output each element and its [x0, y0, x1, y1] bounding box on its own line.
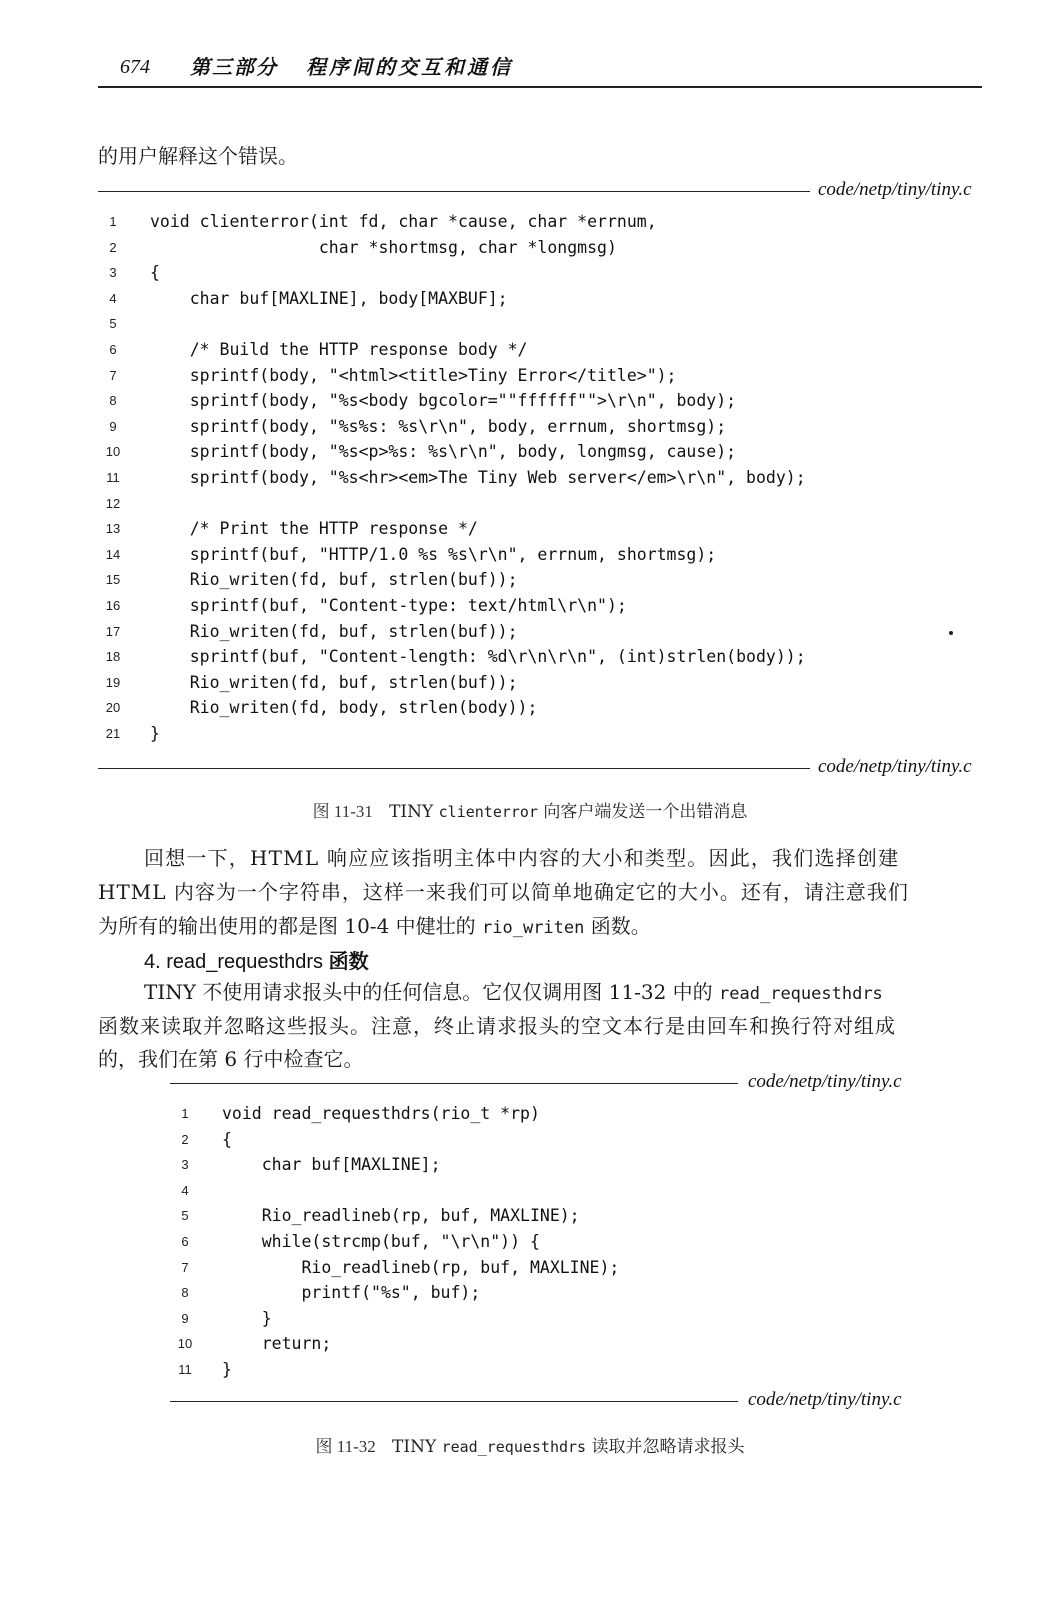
- intro-line: 的用户解释这个错误。: [98, 144, 298, 168]
- stray-mark: [949, 631, 953, 635]
- paragraph-text: TINY 不使用请求报头中的任何信息。它仅仅调用图 11-32 中的: [144, 980, 720, 1004]
- line-number: 12: [105, 495, 121, 511]
- code-text: char *shortmsg, char *longmsg): [150, 237, 617, 257]
- code-line: [98, 619, 982, 644]
- code-text: printf("%s", buf);: [222, 1283, 481, 1303]
- line-number: 10: [105, 444, 121, 460]
- caption-text-pre: TINY: [392, 1437, 442, 1457]
- line-number: 8: [181, 1285, 189, 1301]
- code-line: [170, 1306, 982, 1331]
- code-text: void clienterror(int fd, char *cause, char *errnum,: [150, 212, 657, 231]
- paragraph-line: HTML 内容为一个字符串，这样一来我们可以简单地确定它的大小。还有，请注意我们: [98, 880, 909, 904]
- paragraph-line: [144, 976, 883, 1008]
- code-text: while(strcmp(buf, "\r\n")) {: [222, 1232, 540, 1251]
- code-text: sprintf(buf, "Content-type: text/html\r\n");: [150, 596, 627, 615]
- code-text: char buf[MAXLINE], body[MAXBUF];: [150, 288, 508, 308]
- line-number: 18: [105, 649, 121, 665]
- code-line: [98, 363, 982, 388]
- paragraph-text: 函数。: [584, 914, 651, 938]
- listing1-source-bottom: code/netp/tiny/tiny.c: [818, 756, 972, 777]
- code-line: [98, 439, 982, 464]
- listing2-source-top: code/netp/tiny/tiny.c: [748, 1071, 902, 1092]
- code-line: [98, 644, 982, 669]
- code-line: [170, 1331, 982, 1356]
- figure-caption-11-32: [0, 1432, 1060, 1457]
- code-line: [98, 721, 982, 746]
- caption-text-post: 读取并忽略请求报头: [586, 1437, 745, 1457]
- line-number: 6: [109, 342, 117, 357]
- line-number: 1: [109, 214, 117, 229]
- code-line: [170, 1280, 982, 1305]
- code-text: {: [150, 263, 160, 283]
- line-number: 5: [109, 316, 117, 332]
- line-number: 1: [181, 1106, 189, 1121]
- line-number: 6: [181, 1234, 189, 1249]
- code-line: [98, 670, 982, 695]
- code-text: sprintf(buf, "HTTP/1.0 %s %s\r\n", errnum, shortmsg);: [150, 544, 717, 564]
- line-number: 11: [178, 1362, 192, 1377]
- line-number: 17: [105, 623, 121, 639]
- code-line: [170, 1357, 982, 1382]
- code-line: [98, 209, 982, 234]
- code-text: return;: [222, 1334, 332, 1354]
- caption-code: read_requesthdrs: [441, 1438, 587, 1456]
- line-number: 8: [109, 393, 117, 409]
- inline-code: read_requesthdrs: [719, 984, 883, 1004]
- code-line: [98, 542, 982, 567]
- code-listing-read-requesthdrs: [170, 1101, 982, 1381]
- line-number: 16: [105, 598, 121, 613]
- figure-number: 图 11-32: [315, 1437, 376, 1456]
- chapter-title: 程序间的交互和通信: [306, 55, 513, 79]
- code-text: Rio_writen(fd, body, strlen(body));: [150, 698, 538, 718]
- code-line: [98, 593, 982, 618]
- line-number: 9: [109, 418, 117, 434]
- line-number: 19: [105, 674, 121, 690]
- code-line: [98, 695, 982, 720]
- paragraph-line: 回想一下，HTML 响应应该指明主体中内容的大小和类型。因此，我们选择创建: [144, 846, 900, 870]
- code-line: [98, 414, 982, 439]
- listing1-source-top: code/netp/tiny/tiny.c: [818, 179, 972, 200]
- code-line: [98, 311, 982, 336]
- code-line: [170, 1178, 982, 1203]
- paragraph-line: 的，我们在第 6 行中检查它。: [98, 1047, 364, 1071]
- code-text: char buf[MAXLINE];: [222, 1155, 441, 1175]
- line-number: 2: [109, 239, 117, 255]
- code-text: sprintf(body, "%s%s: %s\r\n", body, errnum, shortmsg);: [150, 416, 727, 436]
- code-line: [98, 235, 982, 260]
- line-number: 7: [109, 367, 117, 383]
- listing2-top-rule: [170, 1083, 738, 1084]
- code-line: [98, 567, 982, 592]
- paragraph-text: 为所有的输出使用的都是图 10-4 中健壮的: [98, 914, 483, 938]
- line-number: 4: [109, 290, 117, 306]
- code-text: sprintf(buf, "Content-length: %d\r\n\r\n", (int)strlen(body));: [150, 647, 806, 667]
- caption-text-post: 向客户端发送一个出错消息: [538, 802, 748, 822]
- code-line: [98, 491, 982, 516]
- part-title: 第三部分: [190, 55, 278, 79]
- page-number: 674: [120, 56, 150, 78]
- listing1-bottom-rule: [98, 768, 810, 769]
- line-number: 5: [181, 1208, 189, 1224]
- line-number: 4: [181, 1182, 189, 1198]
- listing1-top-rule: [98, 191, 810, 192]
- code-text: Rio_readlineb(rp, buf, MAXLINE);: [222, 1206, 580, 1226]
- code-line: [170, 1127, 982, 1152]
- inline-code: rio_writen: [482, 918, 585, 938]
- listing2-source-bottom: code/netp/tiny/tiny.c: [748, 1389, 902, 1410]
- line-number: 3: [181, 1157, 189, 1173]
- code-line: [98, 465, 982, 490]
- line-number: 2: [181, 1131, 189, 1147]
- code-text: {: [222, 1129, 232, 1149]
- code-text: sprintf(body, "%s<body bgcolor=""ffffff"">\r\n", body);: [150, 391, 737, 411]
- line-number: 3: [109, 265, 117, 281]
- figure-caption-11-31: [0, 797, 1060, 822]
- line-number: 14: [105, 546, 121, 562]
- caption-text-pre: TINY: [389, 802, 439, 822]
- code-line: [170, 1152, 982, 1177]
- caption-code: clienterror: [438, 803, 538, 821]
- code-text: sprintf(body, "<html><title>Tiny Error</title>");: [150, 365, 677, 385]
- code-text: }: [150, 724, 160, 743]
- line-number: 13: [105, 521, 121, 537]
- paragraph-line: 函数来读取并忽略这些报头。注意，终止请求报头的空文本行是由回车和换行符对组成: [98, 1014, 896, 1038]
- code-text: sprintf(body, "%s<hr><em>The Tiny Web server</em>\r\n", body);: [150, 468, 806, 487]
- code-text: sprintf(body, "%s<p>%s: %s\r\n", body, longmsg, cause);: [150, 442, 737, 462]
- code-text: }: [222, 1360, 232, 1379]
- code-line: [98, 260, 982, 285]
- paragraph-line: [98, 910, 651, 942]
- line-number: 11: [106, 470, 120, 485]
- line-number: 15: [105, 572, 121, 588]
- section-suffix: 函数: [328, 949, 369, 973]
- line-number: 7: [181, 1259, 189, 1275]
- section-title: 4. read_requesthdrs: [144, 951, 324, 973]
- code-line: [170, 1101, 982, 1126]
- running-header: [98, 52, 982, 88]
- code-text: Rio_writen(fd, buf, strlen(buf));: [150, 672, 518, 692]
- figure-number: 图 11-31: [312, 802, 373, 821]
- code-text: }: [222, 1308, 272, 1328]
- code-listing-clienterror: [98, 209, 982, 749]
- code-text: Rio_writen(fd, buf, strlen(buf));: [150, 570, 518, 590]
- code-line: [170, 1229, 982, 1254]
- code-line: [98, 286, 982, 311]
- line-number: 21: [105, 726, 121, 741]
- code-line: [170, 1203, 982, 1228]
- code-line: [98, 337, 982, 362]
- code-text: Rio_writen(fd, buf, strlen(buf));: [150, 621, 518, 641]
- line-number: 10: [177, 1336, 193, 1352]
- listing2-bottom-rule: [170, 1401, 738, 1402]
- line-number: 9: [181, 1310, 189, 1326]
- code-line: [170, 1255, 982, 1280]
- code-text: /* Build the HTTP response body */: [150, 340, 528, 359]
- line-number: 20: [105, 700, 121, 716]
- section-heading: [144, 945, 369, 974]
- code-text: void read_requesthdrs(rio_t *rp): [222, 1104, 540, 1123]
- code-line: [98, 388, 982, 413]
- code-line: [98, 516, 982, 541]
- code-text: Rio_readlineb(rp, buf, MAXLINE);: [222, 1257, 620, 1277]
- code-text: /* Print the HTTP response */: [150, 519, 478, 539]
